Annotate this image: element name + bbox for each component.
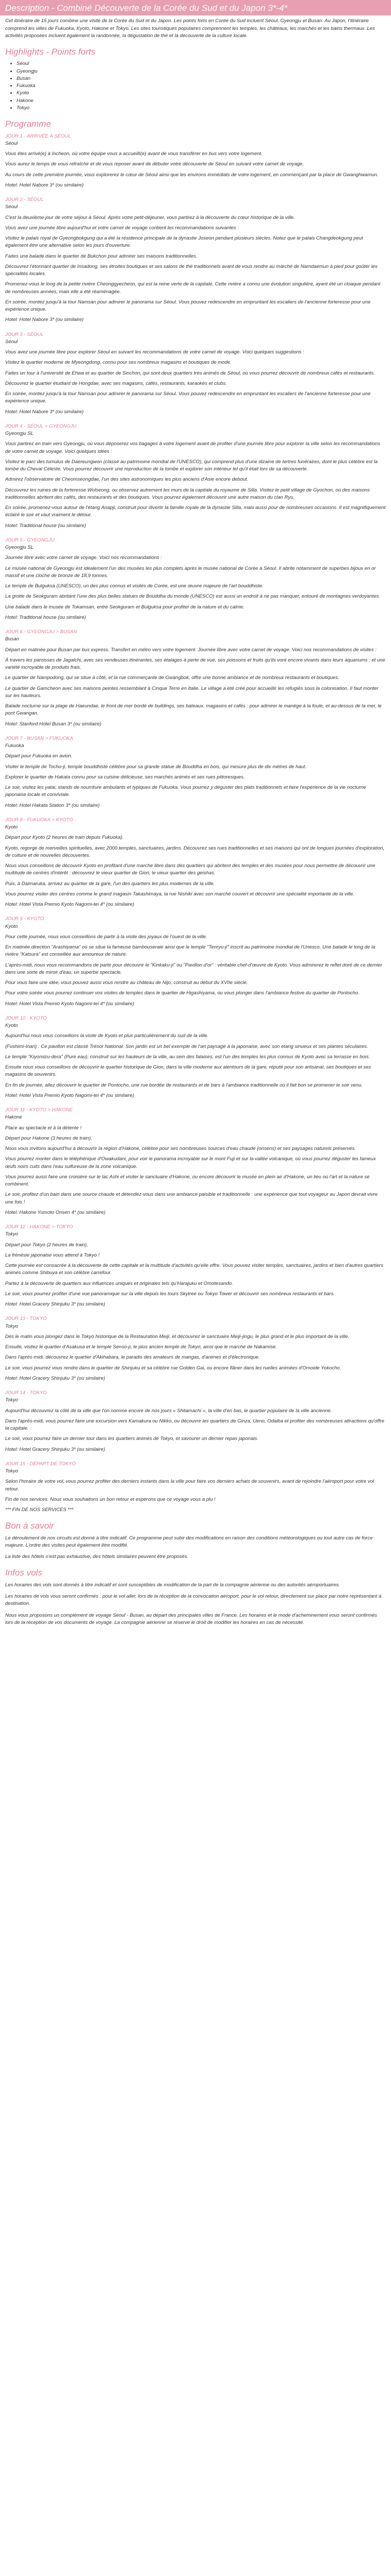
day-hotel: Hotel: Stanford Hotel Busan 3* (ou similaire) — [5, 721, 102, 727]
day-hotel: Hotel: Hakone Yumoto Onsen 4* (ou similaire) — [5, 1209, 106, 1215]
day-paragraph: Vous avez une journée libre aujourd'hui et votre carnet de voyage contient les recommandations suivantes : — [5, 225, 239, 231]
day-description — [5, 1125, 386, 1206]
day-block — [5, 423, 386, 530]
day-location: Hakone — [5, 1114, 22, 1121]
day-paragraph: Découvrez l'étonnant quartier de Insadong, ses étroites boutiques et ses salons de thé traditionnels avant de vous rendre au marché de Namdaemun à pied pour goûter les spécialités locales. — [5, 263, 378, 277]
day-paragraph: Partez à la découverte de quartiers aux influences uniques et originales tels qu'Harajuku et Omotesando. — [5, 1280, 233, 1286]
day-paragraph: Dès le matin vous plongez dans le Tokyo historique de la Restauration Meiji, et découvrez le sanctuaire Meiji-jingu, le plus grand et le plus important de la ville. — [5, 1333, 350, 1340]
bon-a-savoir-heading: Bon à savoir — [5, 1521, 54, 1531]
day-location: Gyeongju SL — [5, 545, 34, 551]
day-paragraph: Faites un tour à l'université de Ehwa et au quartier de Sinchon, qui sont deux quartiers très animés de Séoul, où vous pourrez découvrir de nombreux cafés et restaurants. — [5, 370, 375, 376]
day-location: Tokyo — [5, 1468, 18, 1475]
day-paragraph: Une balade dans le musée de Tokamsan, entre Seokguram et Bulguksa pour profiter de la nature et du calme. — [5, 604, 245, 610]
day-description — [5, 1408, 386, 1443]
day-block — [5, 817, 386, 909]
day-location: Busan — [5, 636, 19, 642]
day-paragraph: Visiter le temple de Tocho-ji, temple bouddhiste célèbre pour sa grande statue de Bouddha en bois, qui mesure plus de dix mètres de haut. — [5, 764, 307, 770]
day-description — [5, 1478, 386, 1514]
infos-vols-text: Les horaires de vols vous seront confirmés : pour le vol aller, lors de la réception de la convocation aéroport, pour le vol retour, directement sur place par notre représentant à destination. — [5, 1594, 382, 1607]
day-hotel: Hotel: Traditional house (ou similaire) — [5, 614, 86, 620]
day-paragraph: Admirez l'observatoire de Cheomseongdae, l'un des sites astronomiques les plus anciens d'Asie encore debout. — [5, 477, 249, 483]
day-description — [5, 1242, 386, 1298]
day-hotel: Hotel: Hotel Nabore 3* (ou similaire) — [5, 317, 84, 323]
day-paragraph: Pour votre soirée vous pourrez continuer vos visites de temples dans le quartier de Higashiyama, ou vous plonger dans l'ambiance festive du quartier de Pontocho. — [5, 990, 360, 996]
day-block — [5, 1224, 386, 1308]
day-paragraph: Le temple "Kiyomizu-dera" (Pure eau), construit sur les hauteurs de la ville, au sein des falaises, est l'un des temples les plus connus de Kyoto avec sa terrasse en bois. — [5, 1054, 370, 1060]
day-paragraph: Nous vous invitons aujourd'hui à découvrir la région d'Hakone, célèbre pour ses nombreuses sources d'eau chaude (onsens) et ses paysages naturels préservés. — [5, 1146, 356, 1152]
day-paragraph: Visitez le parc des tumulus de Daereungwon (classé au patrimoine mondial de l'UNESCO), qui comprend plus d'une dizaine de tertres funéraires, dont le plus célèbre est la tombe du Cheval Céleste. Vous pourrez découvrir une reproduction de la tombe et explorer son intérieur tel qu'il était lors de sa découverte. — [5, 459, 378, 472]
day-paragraph: Pour cette journée, nous vous conseillons de partir à la visite des joyaux de l'ouest de la ville. — [5, 934, 207, 940]
day-description — [5, 150, 386, 179]
day-paragraph: Vous pourrez aussi faire une croisière sur le lac Ashi et visiter le sanctuaire d'Hakone, ou encore découvrir le musée en plein air d'Hakone, un lieu où l'art et la nature se combinent. — [5, 1174, 370, 1188]
day-block — [5, 916, 386, 1008]
day-block — [5, 1461, 386, 1514]
day-location: Kyoto — [5, 1023, 18, 1029]
day-title: JOUR 10 - KYOTO — [5, 1015, 47, 1021]
day-paragraph: Aujourd'hui nous vous conseillons la visite de Kyoto et plus particulièrement du sud de la ville. — [5, 1033, 209, 1039]
day-paragraph: Départ pour Fukuoka en avion. — [5, 753, 73, 759]
day-paragraph: Promenez-vous le long de la petite rivière Cheonggyecheon, qui est la reine verte de la capitale. Cette rivière a connu une évolution singulière, ayant été un cloaque pendant de nombreuses années, mais elle a été réaménagée. — [5, 281, 381, 295]
day-paragraph: Le quartier de Gamcheon avec ses maisons peintes ressemblant à Cinque Terre en Italie. Le village a été créé pour accueillir les réfugiés sous la colonisation. Il faut monter sur les hauteurs. — [5, 685, 379, 699]
day-description — [5, 647, 386, 718]
day-location: Fukuoka — [5, 743, 24, 749]
day-location: Séoul — [5, 140, 18, 146]
highlight-item: • Séoul — [17, 60, 386, 67]
highlight-item: • Busan — [17, 75, 386, 82]
day-paragraph: La grotte de Seokguram abritant l'une des plus belles statues de Bouddha du monde (UNESCO) est aussi un endroit à ne pas manquer, entouré de montagnes verdoyantes. — [5, 594, 380, 600]
day-paragraph: Cette journée est consacrée à la découverte de cette capitale et la multitude d'activités qu'elle offre. Vous pouvez visiter temples, sanctuaires, jardins et bien d'autres quartiers animés comme Shibuya et son célèbre carrefour. — [5, 1263, 383, 1276]
intro-text: Cet itinéraire de 15 jours combine une visite de la Corée du Sud et du Japon. Les points forts en Corée du Sud incluent Séoul, Gyeongju et Busan. Au Japon, l'itinéraire comprend les villes de Fukuoka, Kyoto, Hakone et Tokyo. Les sites touristiques populaires comprennent les temples, les châteaux, les marchés et les bains thermaux. Les activités proposées incluent également la randonnée, la dégustation de thé et la découverte de la culture locale. — [5, 18, 375, 39]
day-hotel: Hotel: Hotel Nabore 3* (ou similaire) — [5, 182, 84, 188]
infos-vols-heading: Infos vols — [5, 1568, 42, 1578]
day-location: Tokyo — [5, 1323, 18, 1329]
day-block — [5, 196, 386, 324]
day-block — [5, 1015, 386, 1099]
day-title: JOUR 7 - BUSAN > FUKUOKA — [5, 735, 73, 741]
highlights-list — [5, 60, 386, 112]
page-title: Description - Combiné Découverte de la Corée du Sud et du Japon 3*-4* — [5, 3, 288, 13]
day-title: JOUR 9 - KYOTO — [5, 916, 44, 922]
day-paragraph: Le soir, profitez d'un bain dans une source chaude et détendez-vous dans une ambiance paisible et traditionnelle : une expérience que tout voyageur au Japon devrait vivre une fois ! — [5, 1192, 378, 1205]
day-location: Séoul — [5, 338, 18, 345]
bon-a-savoir-text: La liste des hôtels n'est pas exhaustive, des hôtels similaires peuvent être proposés. — [5, 1554, 189, 1560]
day-paragraph: Départ pour Hakone (3 heures de train). — [5, 1135, 92, 1141]
day-hotel: Hotel: Hotel Gracery Shinjuku 3* (ou similaire) — [5, 1301, 105, 1308]
day-location: Tokyo — [5, 1397, 18, 1403]
day-paragraph: En soirée, montez jusqu'à la tour Namsan pour admirer le panorama sur Séoul. Vous pouvez redescendre en empruntant les escaliers de l'ancienne forteresse pour une expérience unique. — [5, 391, 371, 404]
day-paragraph: Puis, à Daimaruka, arrivez au quartier de la gare, l'un des quartiers les plus modernes de la ville. — [5, 880, 215, 887]
day-paragraph: Fin de nos services. Nous vous souhaitons un bon retour et espérons que ce voyage vous a plu ! — [5, 1496, 216, 1502]
day-title: JOUR 13 - TOKYO — [5, 1316, 47, 1322]
day-hotel: Hotel: Hotel Vista Premio Kyoto Nagomi-tei 4* (ou similaire) — [5, 1001, 135, 1007]
day-paragraph: Ensuite, visitez le quartier d'Asakusa et le temple Senso-ji, le plus ancien temple de Tokyo, ainsi que le marché de Nakamise. — [5, 1344, 277, 1350]
day-paragraph: Départ pour Tokyo (2 heures de train). — [5, 1242, 88, 1248]
day-title: JOUR 6 - GYEONGJU > BUSAN — [5, 629, 77, 635]
day-paragraph: La frénésie japonaise vous attend à Tokyo ! — [5, 1252, 100, 1258]
day-paragraph: Découvrez le quartier étudiant de Hongdae, avec ses magasins, cafés, restaurants, karaokés et clubs. — [5, 380, 227, 386]
day-paragraph: Le temple de Bulguksa (UNESCO), un des plus connus et visités de Corée, est une œuvre majeure de l'art bouddhiste. — [5, 583, 264, 589]
day-block — [5, 1315, 386, 1382]
day-hotel: Hotel: Hotel Nabore 3* (ou similaire) — [5, 409, 84, 415]
programme-heading: Programme — [5, 119, 51, 129]
highlight-item: • Hakone — [17, 97, 386, 105]
highlight-item: • Fukuoka — [17, 82, 386, 90]
day-description — [5, 1032, 386, 1089]
day-title: JOUR 11 - KYOTO > HAKONE — [5, 1107, 73, 1113]
content — [0, 15, 391, 1641]
day-paragraph: (Fushimi-Inari) : Ce pavillon est classé Trésor National. Son jardin est un bel exemple de l'art paysagé à la japonaise, avec son étang sinueux et ses plantes séculaires. — [5, 1043, 368, 1049]
day-paragraph: *** FIN DE NOS SERVICES *** — [5, 1507, 74, 1513]
day-hotel: Hotel: Hotel Vista Premio Kyoto Nagomi-tei 4* (ou similaire) — [5, 902, 135, 908]
day-hotel: Hotel: Hotel Vista Premio Kyoto Nagomi-tei 4* (ou similaire) — [5, 1092, 135, 1098]
day-paragraph: Vous êtes arrivé(e) à Incheon, où votre équipe vous a accueilli(e) avant de vous transférer en bus vers votre logement. — [5, 151, 263, 157]
day-paragraph: Faites une balade dans le quartier de Bukchon pour admirer ses maisons traditionnelles. — [5, 253, 198, 259]
day-paragraph: Ensuite nous vous conseillons de découvrir le quartier historique de Gion, dans la ville moderne aux alentours de la gare, réputé pour son artisanat, ses boutiques et ses magasins de souvenirs. — [5, 1064, 371, 1078]
bon-a-savoir-section — [5, 1535, 386, 1561]
day-location: Kyoto — [5, 923, 18, 929]
day-paragraph: Place au spectacle et à la détente ! — [5, 1125, 82, 1131]
day-paragraph: Vous pourrez visiter des centres comme le grand magasin Takashimaya, la rue Nishiki avec son marché couvert et découvrir une spécialité importante de la ville. — [5, 891, 354, 897]
day-description — [5, 1333, 386, 1372]
day-paragraph: En soirée, promenez-vous autour de l'étang Anapji, construit pour divertir la famille royale de la dynastie Silla, mais aussi pour de nombreuses occasions. Il est magnifiquement éclairé le soir et vaut vraiment le détour. — [5, 505, 386, 518]
day-block — [5, 537, 386, 621]
day-block — [5, 331, 386, 416]
bon-a-savoir-text: Le déroulement de nos circuits est donné à titre indicatif. Ce programme peut subir des modifications en raison des conditions météorologiques ou tout autre cas de force majeure. L'ordre des visites peut également être modifié. — [5, 1535, 373, 1548]
day-description — [5, 554, 386, 611]
day-paragraph: Kyoto, regorge de merveilles spirituelles, avec 2000 temples, sanctuaires, jardins. Découvrez ses rues traditionnelles et ses maisons qui ont de longues journées d'exploration, de culture et de nouvelles découvertes. — [5, 845, 385, 858]
day-paragraph: Visitez le palais royal de Gyeongbokgung qui a été la résidence principale de la dynastie Joseon pendant plusieurs siècles. Notez que le palais Changdeokgung peut également être une alternative selon les jours d'ouverture. — [5, 235, 363, 249]
day-paragraph: Départ pour Kyoto (2 heures de train depuis Fukuoka). — [5, 835, 124, 841]
infos-vols-text: Les horaires des vols sont donnés à titre indicatif et sont susceptibles de modification de la part de la compagnie aérienne ou des autorités aéroportuaires. — [5, 1582, 340, 1588]
day-paragraph: Vous pourrez monter dans le téléphérique d'Owakudani, pour voir le panorama incroyable sur le mont Fuji et sur la vallée volcanique, où vous pourrez déguster les fameux œufs noirs cuits dans l'eau sulfureuse de la zone volcanique. — [5, 1156, 376, 1170]
infos-vols-text: Nous vous proposons un complément de voyage Séoul - Busan, au départ des principales villes de France. Les horaires et le mode d'acheminement vous seront confirmés lors de la réception de vos documents de voyage. La compagnie aérienne se réserve le droit de modifier les horaires en cas de nécessité. — [5, 1612, 378, 1625]
day-paragraph: Vous avez une journée libre pour explorer Séoul en suivant les recommandations de votre carnet de voyage. Voici quelques suggestions : — [5, 349, 304, 355]
day-hotel: Hotel: Hotel Gracery Shinjuku 3* (ou similaire) — [5, 1375, 105, 1381]
day-paragraph: Vous partirez en train vers Gyeongju, où vous déposerez vos bagages à votre logement avant de profiter d'une journée libre pour explorer la ville selon les recommandations de votre carnet de voyage. Voici quelques idées : — [5, 441, 381, 454]
day-title: JOUR 3 - SÉOUL — [5, 331, 44, 337]
day-paragraph: Dans l'après-midi, découvrez le quartier d'Akihabara, le paradis des amateurs de mangas, d'animes et d'électronique. — [5, 1354, 260, 1361]
day-paragraph: Selon l'horaire de votre vol, vous pourrez profiter des derniers instants dans la ville pour faire vos derniers achats de souvenirs, avant de rejoindre l'aéroport pour votre vol retour. — [5, 1479, 374, 1492]
highlight-item: • Kyoto — [17, 90, 386, 97]
day-paragraph: Dans l'après-midi, vous pourrez faire une excursion vers Kamakura ou Nikko, ou découvrir les quartiers de Ginza, Ueno, Odaiba et profiter des nombreuses attractions qu'offre la capitale. — [5, 1418, 384, 1432]
day-description — [5, 440, 386, 519]
day-paragraph: C'est la deuxième jour de votre séjour à Séoul. Après votre petit-déjeuner, vous partirez à la découverte du cœur historique de la ville. — [5, 214, 295, 221]
day-paragraph: Le soir, vous pourrez faire un dernier tour dans les quartiers animés de Tokyo, et savourer un dernier repas japonais. — [5, 1436, 258, 1442]
day-block — [5, 735, 386, 809]
day-paragraph: Le musée national de Gyeongju est idéalement l'un des musées les plus complets après le musée national de Corée à Séoul. Il abrite notamment de superbes bijoux en or massif et une cloche de bronze de 18,9 tonnes. — [5, 565, 376, 579]
day-paragraph: Au cours de cette première journée, vous explorerez le cœur de Séoul ainsi que les environs immédiats de votre logement, en commençant par la place de Gwanghwamun. — [5, 172, 379, 178]
day-paragraph: Nous vous conseillons de découvrir Kyoto en profitant d'une marche libre dans des quartiers qui abritent des temples et des musées pour nous permettre de découvrir une multitude de centres d'intérêt : découvrez le vieux quartier de Gion, le vieux quartier des geishas. — [5, 863, 376, 876]
highlight-item: • Gyeongju — [17, 68, 386, 75]
day-paragraph: Le soir, vous pourrez profiter d'une vue panoramique sur la ville depuis les tours Skytree ou Tokyo Tower et découvrir ses nombreux restaurants et bars. — [5, 1291, 335, 1297]
highlights-heading: Highlights - Points forts — [5, 47, 95, 57]
day-title: JOUR 15 - DÉPART DE TOKYO — [5, 1461, 76, 1467]
day-description — [5, 834, 386, 898]
day-location: Gyeongju SL — [5, 431, 34, 437]
day-paragraph: Découvrez les ruines de la forteresse Wolseong, ou observez autrement les murs de la capitale du royaume de Silla. Visitez le petit village de Gyochon, où des maisons traditionnelles abritent des cafés, des restaurants et des boutiques. Vous pourrez également découvrir une autre maison du clan Ryu. — [5, 487, 370, 500]
day-paragraph: Vous aurez le temps de vous refraîchir et de vous reposer avant de débuter votre découverte de Séoul en suivant votre carnet de voyage. — [5, 161, 304, 167]
day-location: Tokyo — [5, 1231, 18, 1238]
day-paragraph: Explorer le quartier de Hakata connu pour sa cuisine délicieuse, ses marchés animés et ses rues pittoresques. — [5, 774, 245, 780]
day-description — [5, 349, 386, 405]
day-paragraph: En soirée, montez jusqu'à la tour Namsan pour admirer le panorama sur Séoul. Vous pouvez redescendre en empruntant les escaliers de l'ancienne forteresse pour une expérience unique. — [5, 299, 371, 313]
day-title: JOUR 4 - SÉOUL > GYEONGJU — [5, 423, 77, 429]
day-block — [5, 1389, 386, 1453]
title-bar — [0, 0, 391, 15]
day-title: JOUR 12 - HAKONE > TOKYO — [5, 1224, 73, 1230]
day-hotel: Hotel: Hotel Gracery Shinjuku 3* (ou similaire) — [5, 1446, 105, 1452]
day-paragraph: Balade nocturne sur la plage de Haeundae, le front de mer bordé de buildings, ses bateaux, magasins et cafés : pour admirer le manège à la foule, et au-dessus de la mer, le pont Gwangan. — [5, 703, 382, 717]
day-title: JOUR 8 - FUKUOKA > KYOTO — [5, 817, 73, 823]
day-hotel: Hotel: Traditional house (ou similaire) — [5, 522, 86, 529]
day-paragraph: Départ en matinée pour Busan par bus express. Transfert en métro vers votre logement. Journée libre avec votre carnet de voyage. Voici nos recommandations de visites : — [5, 647, 377, 653]
day-title: JOUR 1 - ARRIVÉE À SÉOUL — [5, 133, 71, 139]
day-paragraph: En matinée direction "Arashiyama" où se situe la fameuse bambouseraie ainsi que le temple "Tenryu-ji" inscrit au patrimoine mondial de l'Unesco. Une balade le long de la rivière "Katsura" est conseillée aux amoureux de nature. — [5, 944, 376, 958]
day-location: Kyoto — [5, 824, 18, 831]
day-block — [5, 629, 386, 728]
day-paragraph: L'après-midi, nous vous recommandons de partir pour découvrir le "Kinkaku-ji" ou "Pavillon d'or" : véritable chef-d'œuvre de Kyoto. Vous admirerez le reflet doré de ce dernier dans une sorte de miroir d'eau, un superbe spectacle. — [5, 962, 382, 975]
day-paragraph: À travers les paroisses de Jagalchi, avec ses vendeuses itinérantes, ses étalages à perte de vue, ses poissons et fruits qu'ils vont encore vivants dans leurs aquariums ; et une variété incroyable de produits frais. — [5, 657, 385, 671]
day-paragraph: Le soir, vous pourrez vous rendre dans le quartier de Shinjuku et sa célèbre rue Golden Gai, ou encore flâner dans les ruelles animées d'Omoide Yokocho. — [5, 1365, 341, 1371]
day-hotel: Hotel: Hotel Hakata Station 3* (ou similaire) — [5, 802, 100, 808]
day-paragraph: Visitez le quartier moderne de Myeongdong, connu pour ses nombreux magasins et boutiques de mode. — [5, 360, 232, 366]
day-location: Séoul — [5, 204, 18, 210]
day-paragraph: En fin de journée, allez découvrir le quartier de Pontocho, une rue bordée de restaurants et de bars à l'ambiance traditionnelle où il fait bon se promener le soir venu. — [5, 1082, 363, 1088]
day-title: JOUR 5 - GYEONGJU — [5, 537, 55, 543]
day-title: JOUR 14 - TOKYO — [5, 1390, 47, 1396]
day-title: JOUR 2 - SÉOUL — [5, 197, 44, 203]
day-description — [5, 214, 386, 314]
day-description — [5, 753, 386, 799]
day-paragraph: Le quartier de Nampodong, qui se situe à côté, et la rue commerçante de Gwangbok, offre une bonne ambiance et de nombreux restaurants et boutiques. — [5, 675, 339, 681]
highlight-item: • Tokyo — [17, 105, 386, 112]
day-description — [5, 934, 386, 997]
day-paragraph: Pour vous faire une idée, vous pouvez aussi vous rendre au château de Nijo, construit au début du XVIIe siècle. — [5, 980, 248, 986]
day-block — [5, 133, 386, 190]
infos-vols-section — [5, 1582, 386, 1626]
day-paragraph: Aujourd'hui découvrez la côté de la ville que l'on nomme encore de nos jours « Shitamachi », la ville d'en bas, le quartier populaire de la ville ancienne. — [5, 1408, 332, 1414]
day-block — [5, 1107, 386, 1216]
programme-days — [5, 133, 386, 1514]
day-paragraph: Le soir, visitez les yatai, stands de nourriture ambulants et typiques de Fukuoka. Vous pourrez y déguster des plats traditionnels et faire l'expérience de la vie nocturne japonaise locale et conviviale. — [5, 785, 366, 798]
day-paragraph: Journée libre avec votre carnet de voyage. Voici nos recommandations : — [5, 555, 162, 561]
